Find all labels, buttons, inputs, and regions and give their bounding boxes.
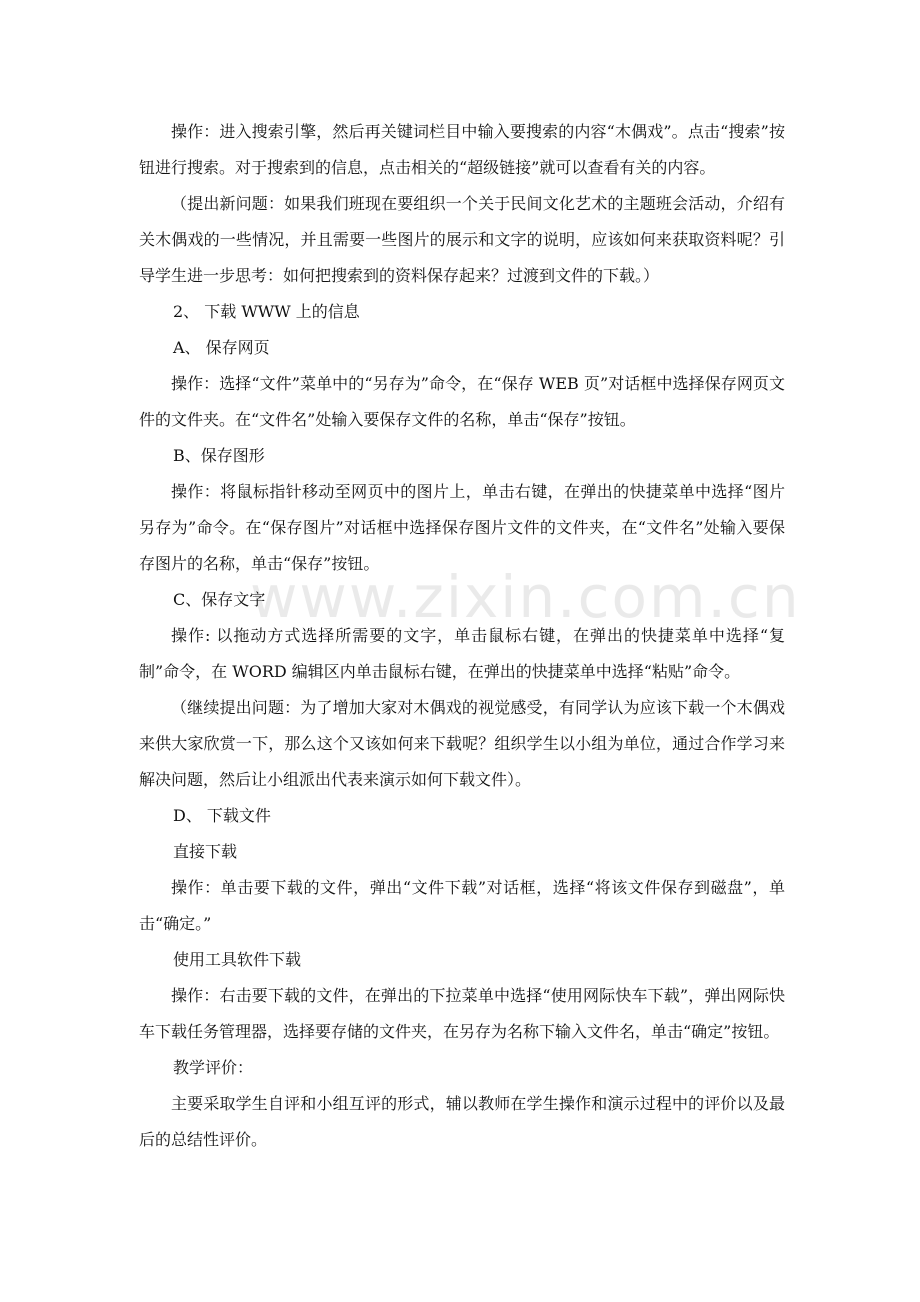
watermark: www.zixin.com.cn <box>250 563 801 631</box>
paragraph-save-text: 操作: 以拖动方式选择所需要的文字，单击鼠标右键，在弹出的快捷菜单中选择“复制”命令，在 WORD 编辑区内单击鼠标右键，在弹出的快捷菜单中选择“粘贴”命令。 <box>139 626 785 681</box>
paragraph-teaching-evaluation: 主要采取学生自评和小组互评的形式，辅以教师在学生操作和演示过程中的评价以及最后的总结性评价。 <box>139 1094 785 1149</box>
paragraph-continue-question: （继续提出问题：为了增加大家对木偶戏的视觉感受，有同学认为应该下载一个木偶戏来供大家欣赏一下，那么这个又该如何来下载呢？组织学生以小组为单位，通过合作学习来解决问题，然后让小组派出代表来演示如何下载文件）。 <box>139 698 785 789</box>
document-content <box>139 114 801 1158</box>
paragraph-save-webpage: 操作：选择“文件”菜单中的“另存为”命令，在“保存 WEB 页”对话框中选择保存网页文件的文件夹。在“文件名”处输入要保存文件的名称，单击“保存”按钮。 <box>139 374 785 429</box>
section-heading-download-www: 2、 下载 WWW 上的信息 <box>173 302 360 321</box>
paragraph-new-question: （提出新问题：如果我们班现在要组织一个关于民间文化艺术的主题班会活动，介绍有关木偶戏的一些情况，并且需要一些图片的展示和文字的说明，应该如何来获取资料呢？引导学生进一步思考：如何把搜索到的资料保存起来？过渡到文件的下载。） <box>139 194 785 285</box>
paragraph-search-operation: 操作：进入搜索引擎，然后再关键词栏目中输入要搜索的内容“木偶戏”。点击“搜索”按钮进行搜索。对于搜索到的信息，点击相关的“超级链接”就可以查看有关的内容。 <box>139 122 785 177</box>
paragraph-tool-download: 操作：右击要下载的文件，在弹出的下拉菜单中选择“使用网际快车下载”，弹出网际快车下载任务管理器，选择要存储的文件夹，在另存为名称下输入文件名，单击“确定”按钮。 <box>139 986 785 1041</box>
subheading-save-webpage: A、 保存网页 <box>173 338 270 357</box>
subheading-save-image: B、保存图形 <box>173 446 265 465</box>
subheading-teaching-evaluation: 教学评价： <box>173 1058 254 1077</box>
paragraph-save-image: 操作：将鼠标指针移动至网页中的图片上，单击右键，在弹出的快捷菜单中选择“图片另存为”命令。在“保存图片”对话框中选择保存图片文件的文件夹，在“文件名”处输入要保存图片的名称，单击“保存”按钮。 <box>139 482 785 573</box>
subheading-direct-download: 直接下载 <box>173 842 238 861</box>
subheading-save-text: C、保存文字 <box>173 590 266 609</box>
subheading-download-file: D、 下载文件 <box>173 806 271 825</box>
paragraph-direct-download: 操作：单击要下载的文件，弹出“文件下载”对话框，选择“将该文件保存到磁盘”，单击“确定。” <box>139 878 785 933</box>
subheading-tool-download: 使用工具软件下载 <box>173 950 302 969</box>
